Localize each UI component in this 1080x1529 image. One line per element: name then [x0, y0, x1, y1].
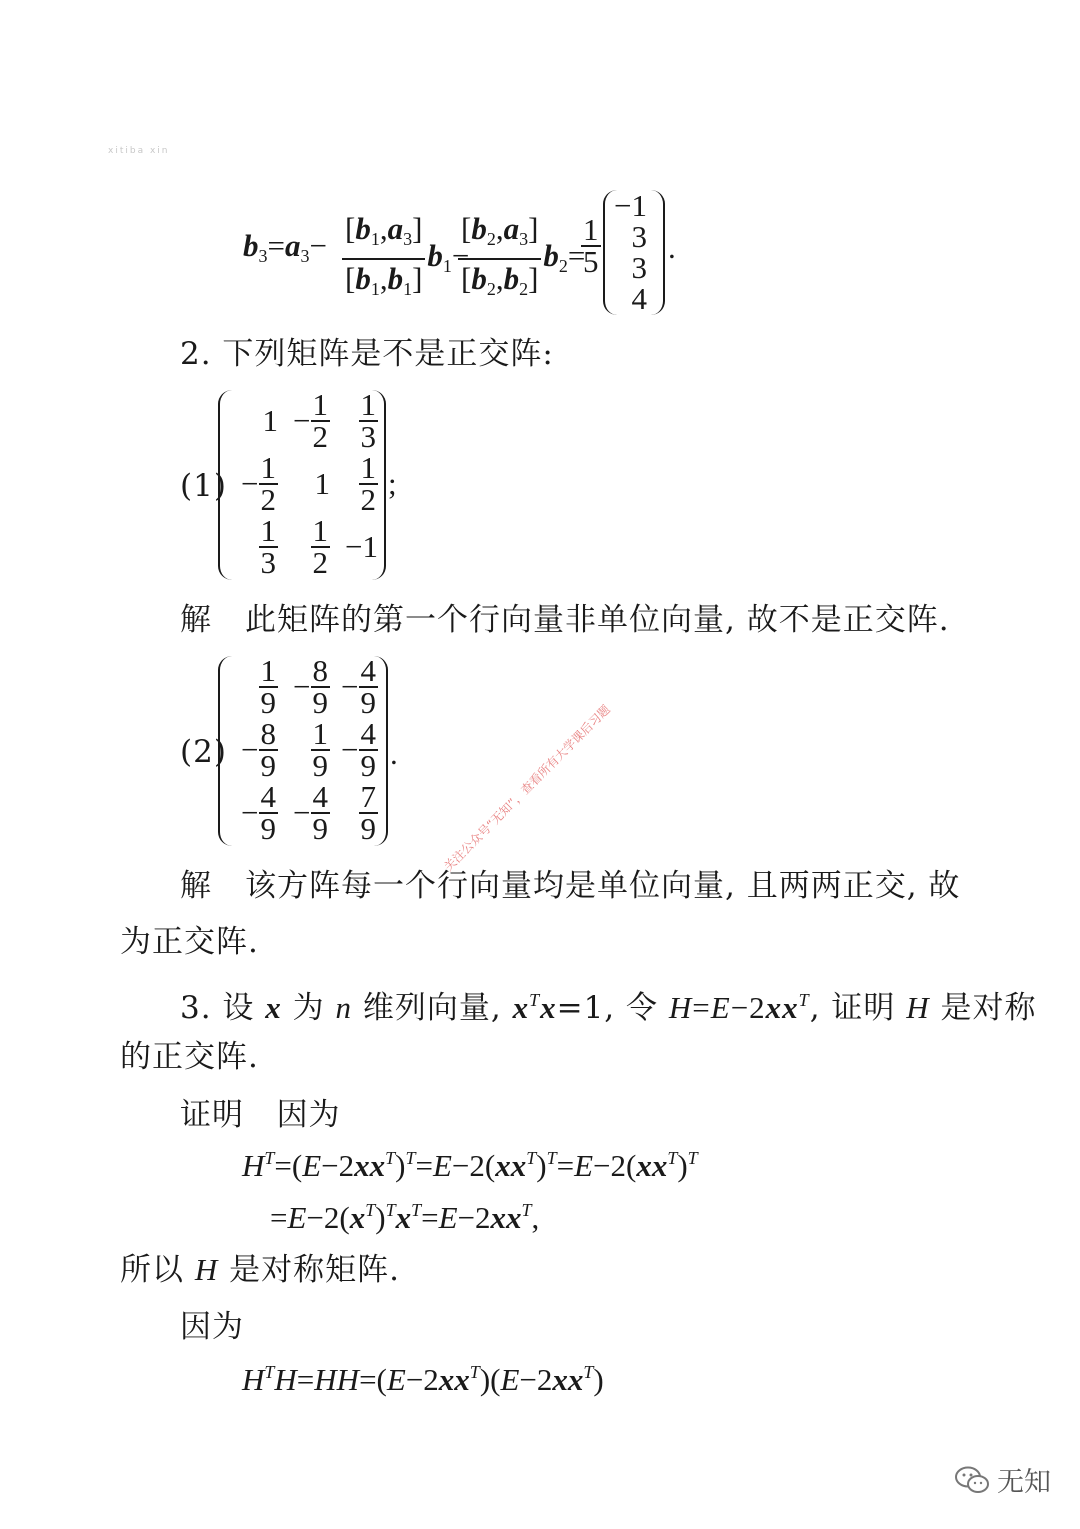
matrix-2: $\frac{1}{9}$ − $\frac{8}{9}$ − $\frac{4}{9}$ − $\frac{8}{9}$ $\frac{1}{9}$ − $\frac{4}{9}$ − $\frac{4}{9}$ − $\frac{4}{9}$ $\frac{7}{9}$	[218, 656, 388, 846]
proof-eq-1: $H^T=(E-2xx^T)^T=E-2(xx^T)^T=E-2(xx^T)^T$	[242, 1148, 698, 1183]
solution-1-text: 此矩阵的第一个行向量非单位向量, 故不是正交阵.	[245, 602, 950, 638]
because-2: 因为	[180, 1309, 244, 1345]
top-watermark: xitiba xin	[108, 146, 170, 156]
wechat-icon	[955, 1466, 989, 1494]
q2-title: 2. 下列矩阵是不是正交阵:	[180, 336, 554, 372]
proof-eq-3: $H^TH=HH=(E-2xx^T)(E-2xx^T)$	[242, 1362, 604, 1397]
proof-header: 证明 因为	[180, 1097, 341, 1133]
part2-label: (2)	[180, 734, 227, 770]
solution-2-label: 解	[180, 868, 212, 904]
part1-label: (1)	[180, 468, 227, 504]
conclusion-symmetric: 所以 H 是对称矩阵.	[120, 1252, 400, 1288]
solution-2-line1: 该方阵每一个行向量均是单位向量, 且两两正交, 故	[245, 868, 961, 904]
diagonal-watermark: 关注公众号“无知”，查看所有大学课后习题	[441, 702, 613, 874]
brand-logo	[955, 1460, 1051, 1499]
q3-line2: 的正交阵.	[120, 1039, 259, 1075]
solution-2-line2: 为正交阵.	[120, 924, 259, 960]
b3-vector: −1 3 3 4	[603, 190, 665, 315]
solution-1-label: 解	[180, 602, 212, 638]
proof-eq-2: $=E-2(x^T)^Tx^T=E-2xx^T$,	[270, 1200, 540, 1235]
part2-end: .	[390, 736, 398, 771]
part1-end: ;	[388, 466, 397, 501]
matrix-1: 1 − $\frac{1}{2}$ $\frac{1}{3}$ − $\frac{1}{2}$ 1 $\frac{1}{2}$ $\frac{1}{3}$ $\frac{1}{2}$ −1	[218, 390, 386, 580]
q3-line1: 3. 设 x 为 n 维列向量, $x^Tx=1$, 令 $H=E-2xx^T$, 证明 H 是对称	[180, 990, 1037, 1026]
b3-formula: $b_3=a_3-$ $\frac{[b_1,a_3]}{[b_1,b_1]}$ $b_1-$ $\frac{[b_2,a_3]}{[b_2,b_2]}$ $b_2=$ $\frac{1}{5}$ −1 3 3 4 .	[243, 188, 676, 316]
brand-name: 无知	[997, 1467, 1051, 1498]
